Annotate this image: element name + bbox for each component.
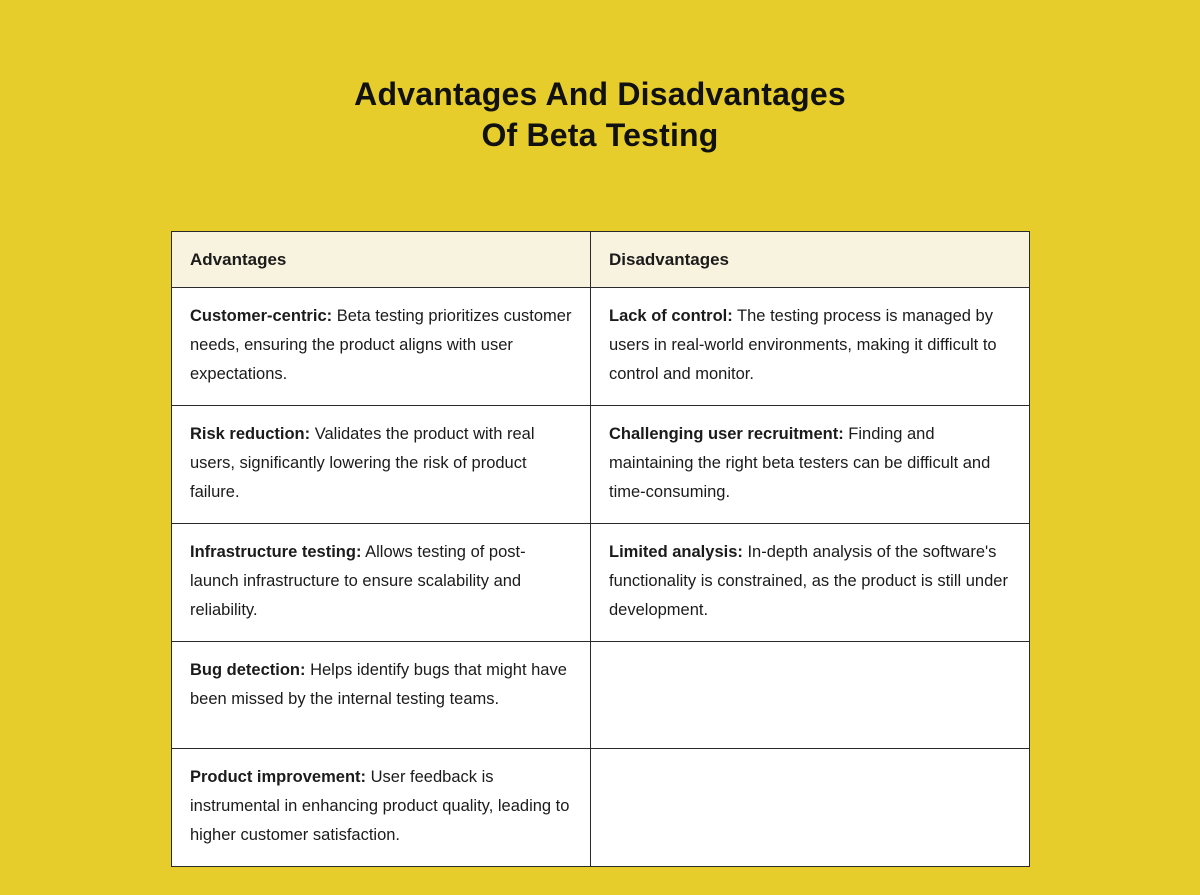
- comparison-table-container: [171, 231, 1029, 867]
- page-title-line-2: Of Beta Testing: [481, 117, 719, 153]
- advantage-cell: [172, 406, 591, 524]
- comparison-table: [171, 231, 1030, 867]
- disadvantage-cell-empty: [591, 749, 1030, 867]
- disadvantage-term: Challenging user recruitment:: [609, 425, 844, 443]
- table-row: [172, 642, 1030, 749]
- table-header-row: [172, 232, 1030, 288]
- advantage-cell: [172, 642, 591, 749]
- advantage-text: Allows testing of post-launch infrastructure to ensure scalability and reliability.: [190, 543, 526, 619]
- advantage-term: Product improvement:: [190, 768, 367, 786]
- advantage-cell: [172, 288, 591, 406]
- advantage-cell: [172, 749, 591, 867]
- advantage-cell: [172, 524, 591, 642]
- table-row: [172, 749, 1030, 867]
- disadvantage-text: In-depth analysis of the software's functionality is constrained, as the product is still under development.: [609, 543, 1008, 619]
- disadvantage-term: Limited analysis:: [609, 543, 743, 561]
- advantage-term: Customer-centric:: [190, 307, 333, 325]
- page-title: [0, 74, 1200, 156]
- disadvantage-term: Lack of control:: [609, 307, 733, 325]
- advantage-text: Validates the product with real users, significantly lowering the risk of product failure.: [190, 425, 535, 501]
- disadvantage-text: The testing process is managed by users in real-world environments, making it difficult to control and monitor.: [609, 307, 997, 383]
- table-row: [172, 288, 1030, 406]
- advantage-text: User feedback is instrumental in enhancing product quality, leading to higher customer satisfaction.: [190, 768, 570, 844]
- advantage-term: Infrastructure testing:: [190, 543, 362, 561]
- page-title-line-1: Advantages And Disadvantages: [354, 76, 846, 112]
- advantage-term: Bug detection:: [190, 661, 306, 679]
- disadvantage-text: Finding and maintaining the right beta testers can be difficult and time-consuming.: [609, 425, 991, 501]
- table-row: [172, 524, 1030, 642]
- column-header-disadvantages: Disadvantages: [591, 232, 1030, 288]
- advantage-text: Beta testing prioritizes customer needs, ensuring the product aligns with user expectations.: [190, 307, 572, 383]
- disadvantage-cell: [591, 524, 1030, 642]
- advantage-term: Risk reduction:: [190, 425, 311, 443]
- advantage-text: Helps identify bugs that might have been missed by the internal testing teams.: [190, 661, 567, 708]
- disadvantage-cell: [591, 406, 1030, 524]
- disadvantage-cell: [591, 288, 1030, 406]
- table-row: [172, 406, 1030, 524]
- column-header-advantages: Advantages: [172, 232, 591, 288]
- disadvantage-cell-empty: [591, 642, 1030, 749]
